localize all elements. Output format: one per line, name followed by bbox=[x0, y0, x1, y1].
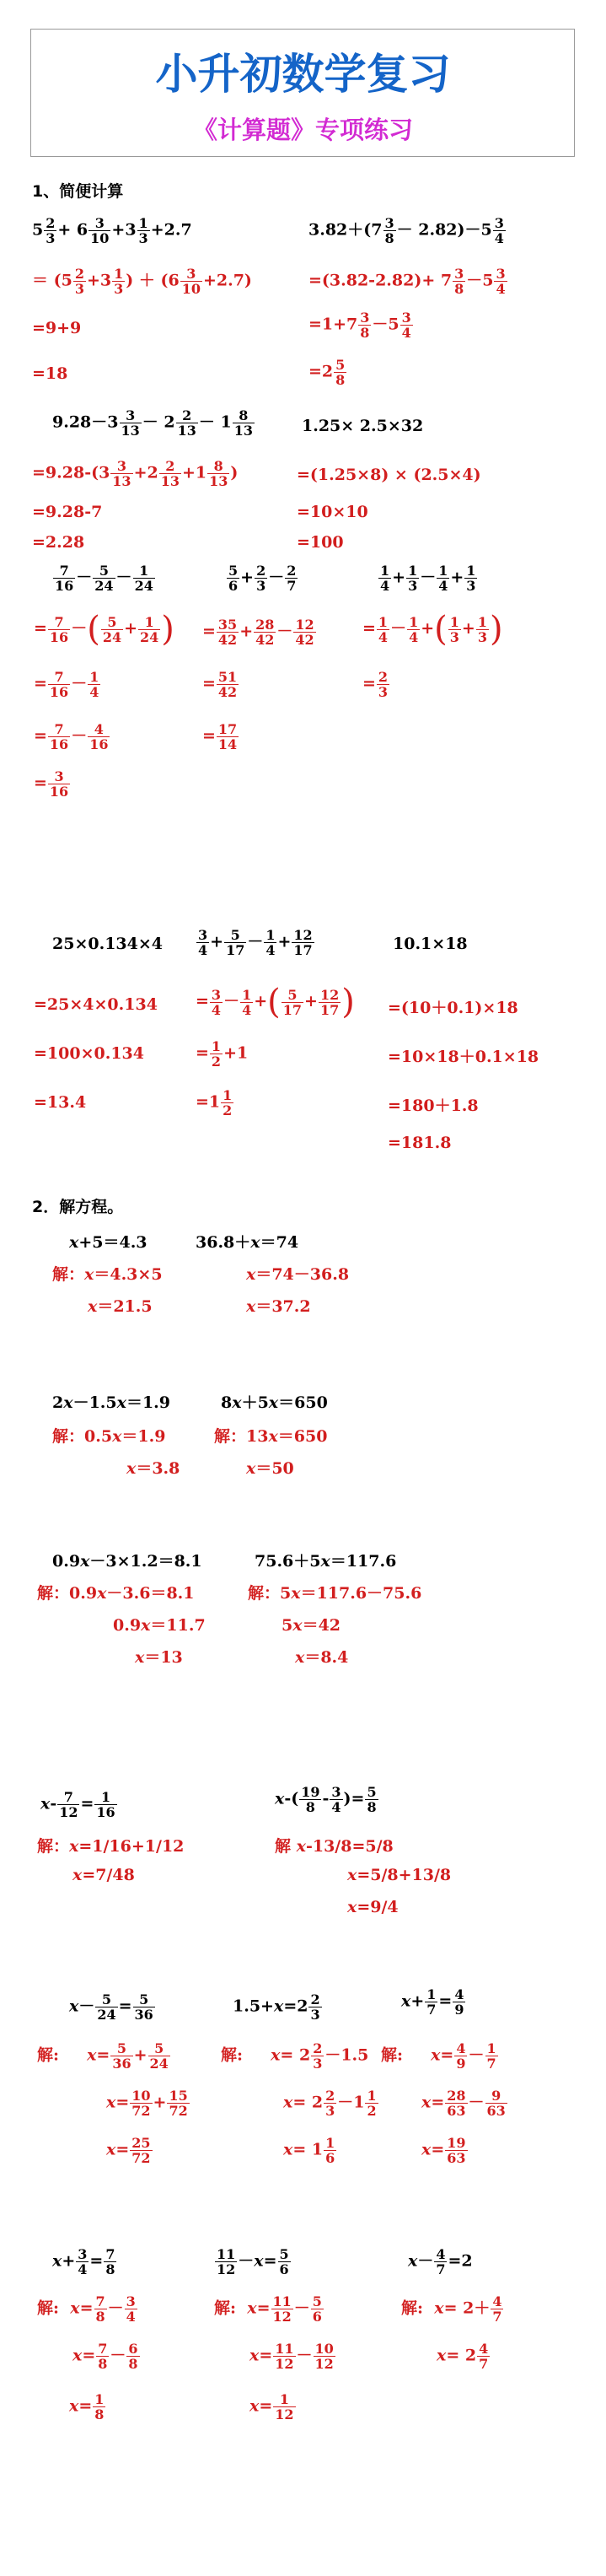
equation-8-step-3: x=9/4 bbox=[347, 1898, 399, 1916]
problem-3-step-3: =2.28 bbox=[32, 533, 85, 552]
problem-2-step-3: =2 $\frac{5}{8}$ bbox=[308, 357, 346, 388]
problem-4-step-1: =(1.25×8) × (2.5×4) bbox=[297, 466, 481, 484]
equation-13-step-1: 解: x= $\frac{11}{12}$ － $\frac{5}{6}$ bbox=[214, 2293, 322, 2325]
equation-9-step-2: x= $\frac{10}{72}$ + $\frac{15}{72}$ bbox=[106, 2088, 188, 2119]
equation-7-question: x- $\frac{7}{12}$ = $\frac{1}{16}$ bbox=[40, 1789, 115, 1820]
equation-14-step-2: x= 2 $\frac{4}{7}$ bbox=[437, 2341, 489, 2372]
problem-5-step-3: = $\frac{7}{16}$ － $\frac{4}{16}$ bbox=[34, 721, 109, 752]
problem-7-question: $\frac{1}{4}$ + $\frac{1}{3}$ － $\frac{1}{4}$ + $\frac{1}{3}$ bbox=[380, 563, 476, 594]
equation-11-step-3: x= $\frac{19}{63}$ bbox=[421, 2135, 466, 2166]
problem-1-step-3: =18 bbox=[32, 364, 68, 383]
equation-9-step-1: 解: x= $\frac{5}{36}$ + $\frac{5}{24}$ bbox=[37, 2040, 169, 2072]
equation-7-step-2: x=7/48 bbox=[72, 1866, 135, 1884]
equation-9-question: x－ $\frac{5}{24}$ = $\frac{5}{36}$ bbox=[69, 1991, 153, 2023]
problem-8-step-3: =13.4 bbox=[34, 1093, 87, 1112]
problem-10-step-3: =180＋1.8 bbox=[388, 1097, 479, 1115]
equation-8-step-1: 解 x-13/8=5/8 bbox=[275, 1837, 394, 1856]
equation-12-question: x+ $\frac{3}{4}$ = $\frac{7}{8}$ bbox=[52, 2246, 115, 2277]
equation-11-question: x+ $\frac{1}{7}$ = $\frac{4}{9}$ bbox=[401, 1986, 464, 2018]
equation-4-step-2: x＝50 bbox=[246, 1459, 294, 1478]
equation-3-step-1: 解：0.5x＝1.9 bbox=[52, 1427, 166, 1446]
equation-5-question: 0.9x－3×1.2＝8.1 bbox=[52, 1552, 202, 1571]
problem-1-step-2: =9+9 bbox=[32, 319, 82, 337]
equation-5-step-2: 0.9x＝11.7 bbox=[113, 1616, 206, 1635]
problem-6-step-1: = $\frac{35}{42}$ + $\frac{28}{42}$ － $\frac{12}{42}$ bbox=[202, 617, 314, 648]
problem-9-step-3: =1 $\frac{1}{2}$ bbox=[196, 1087, 233, 1118]
problem-10-question: 10.1×18 bbox=[393, 935, 468, 953]
equation-5-step-1: 解：0.9x－3.6＝8.1 bbox=[37, 1584, 195, 1603]
problem-4-step-2: =10×10 bbox=[297, 503, 368, 521]
problem-9-step-2: = $\frac{1}{2}$ +1 bbox=[196, 1038, 249, 1070]
equation-8-step-2: x=5/8+13/8 bbox=[347, 1866, 452, 1884]
problem-5-step-1: = $\frac{7}{16}$ －( $\frac{5}{24}$ + $\frac{1}{24}$ ) bbox=[34, 610, 174, 649]
equation-10-step-1: 解: x= 2 $\frac{2}{3}$ －1.5 bbox=[221, 2040, 369, 2072]
equation-4-question: 8x＋5x＝650 bbox=[221, 1393, 328, 1412]
equation-14-step-1: 解: x= 2＋ $\frac{4}{7}$ bbox=[401, 2293, 502, 2325]
equation-13-step-3: x= $\frac{1}{12}$ bbox=[249, 2391, 294, 2422]
equation-10-step-3: x= 1 $\frac{1}{6}$ bbox=[283, 2135, 335, 2166]
problem-8-question: 25×0.134×4 bbox=[52, 935, 163, 953]
equation-10-step-2: x= 2 $\frac{2}{3}$ －1 $\frac{1}{2}$ bbox=[283, 2088, 377, 2119]
section-heading-1: 1、简便计算 bbox=[32, 182, 124, 201]
problem-9-step-1: = $\frac{3}{4}$ － $\frac{1}{4}$ +( $\frac{5}{17}$ + $\frac{12}{17}$ ) bbox=[196, 983, 355, 1021]
equation-5-step-3: x＝13 bbox=[135, 1648, 183, 1667]
problem-1-question: 5 $\frac{2}{3}$ + 6 $\frac{3}{10}$ +3 $\frac{1}{3}$ +2.7 bbox=[32, 215, 192, 246]
problem-5-question: $\frac{7}{16}$ － $\frac{5}{24}$ － $\frac{1}{24}$ bbox=[55, 563, 153, 594]
equation-2-step-1: x＝74－36.8 bbox=[246, 1265, 350, 1284]
equation-11-step-2: x= $\frac{28}{63}$ － $\frac{9}{63}$ bbox=[421, 2088, 506, 2119]
problem-10-step-4: =181.8 bbox=[388, 1134, 452, 1152]
page-subtitle: 《计算题》专项练习 bbox=[192, 116, 413, 144]
problem-10-step-2: =10×18＋0.1×18 bbox=[388, 1048, 539, 1066]
equation-1-step-1: 解：x＝4.3×5 bbox=[52, 1265, 163, 1284]
equation-8-question: x-( $\frac{19}{8}$ - $\frac{3}{4}$ )= $\frac{5}{8}$ bbox=[275, 1784, 377, 1815]
page-title: 小升初数学复习 bbox=[155, 50, 451, 99]
problem-3-question: 9.28－3 $\frac{3}{13}$ － 2 $\frac{2}{13}$ － 1 $\frac{8}{13}$ bbox=[52, 407, 253, 439]
problem-4-question: 1.25× 2.5×32 bbox=[302, 417, 424, 435]
equation-7-step-1: 解：x=1/16+1/12 bbox=[37, 1837, 185, 1856]
problem-3-step-1: =9.28-(3 $\frac{3}{13}$ +2 $\frac{2}{13}$ +1 $\frac{8}{13}$ ) bbox=[32, 458, 239, 489]
equation-3-step-2: x＝3.8 bbox=[126, 1459, 180, 1478]
problem-6-step-2: = $\frac{51}{42}$ bbox=[202, 669, 238, 700]
equation-3-question: 2x－1.5x＝1.9 bbox=[52, 1393, 171, 1412]
problem-7-step-1: = $\frac{1}{4}$ － $\frac{1}{4}$ +( $\frac{1}{3}$ + $\frac{1}{3}$ ) bbox=[362, 610, 503, 649]
equation-6-step-1: 解：5x＝117.6－75.6 bbox=[248, 1584, 422, 1603]
equation-6-step-2: 5x＝42 bbox=[282, 1616, 341, 1635]
equation-4-step-1: 解：13x＝650 bbox=[214, 1427, 328, 1446]
problem-6-question: $\frac{5}{6}$ + $\frac{2}{3}$ － $\frac{2}{7}$ bbox=[228, 563, 297, 594]
equation-13-step-2: x= $\frac{11}{12}$ － $\frac{10}{12}$ bbox=[249, 2341, 334, 2372]
equation-12-step-3: x= $\frac{1}{8}$ bbox=[69, 2391, 105, 2422]
equation-1-question: x+5＝4.3 bbox=[69, 1233, 147, 1252]
problem-9-question: $\frac{3}{4}$ + $\frac{5}{17}$ － $\frac{1}{4}$ + $\frac{12}{17}$ bbox=[198, 927, 313, 958]
equation-2-step-2: x＝37.2 bbox=[246, 1297, 311, 1316]
equation-6-step-3: x＝8.4 bbox=[295, 1648, 349, 1667]
problem-10-step-1: =(10＋0.1)×18 bbox=[388, 999, 518, 1017]
equation-11-step-1: 解: x= $\frac{4}{9}$ － $\frac{1}{7}$ bbox=[381, 2040, 496, 2072]
equation-10-question: 1.5+x=2 $\frac{2}{3}$ bbox=[233, 1991, 320, 2023]
problem-3-step-2: =9.28-7 bbox=[32, 503, 103, 521]
problem-2-step-1: =(3.82-2.82)+ 7 $\frac{3}{8}$ －5 $\frac{3}{4}$ bbox=[308, 266, 506, 297]
problem-5-step-2: = $\frac{7}{16}$ － $\frac{1}{4}$ bbox=[34, 669, 99, 700]
problem-8-step-2: =100×0.134 bbox=[34, 1044, 144, 1063]
equation-2-question: 36.8＋x＝74 bbox=[196, 1233, 299, 1252]
section-heading-2: 2．解方程。 bbox=[32, 1198, 124, 1216]
problem-4-step-3: =100 bbox=[297, 533, 344, 552]
equation-14-question: x－ $\frac{4}{7}$ =2 bbox=[408, 2246, 473, 2277]
equation-1-step-2: x＝21.5 bbox=[88, 1297, 153, 1316]
problem-2-question: 3.82＋(7 $\frac{3}{8}$ － 2.82)－5 $\frac{3}{4}$ bbox=[308, 215, 504, 246]
problem-2-step-2: =1+7 $\frac{3}{8}$ －5 $\frac{3}{4}$ bbox=[308, 310, 411, 341]
equation-12-step-1: 解: x= $\frac{7}{8}$ － $\frac{3}{4}$ bbox=[37, 2293, 136, 2325]
equation-9-step-3: x= $\frac{25}{72}$ bbox=[106, 2135, 151, 2166]
problem-1-step-1: ＝ (5 $\frac{2}{3}$ +3 $\frac{1}{3}$ ) ＋ (6 $\frac{3}{10}$ +2.7) bbox=[32, 266, 252, 297]
equation-6-question: 75.6＋5x＝117.6 bbox=[255, 1552, 397, 1571]
equation-12-step-2: x= $\frac{7}{8}$ － $\frac{6}{8}$ bbox=[72, 2341, 138, 2372]
problem-7-step-2: = $\frac{2}{3}$ bbox=[362, 669, 389, 700]
problem-5-step-4: = $\frac{3}{16}$ bbox=[34, 768, 69, 800]
problem-6-step-3: = $\frac{17}{14}$ bbox=[202, 721, 238, 752]
equation-13-question: $\frac{11}{12}$ －x= $\frac{5}{6}$ bbox=[217, 2246, 289, 2277]
problem-8-step-1: =25×4×0.134 bbox=[34, 995, 158, 1014]
